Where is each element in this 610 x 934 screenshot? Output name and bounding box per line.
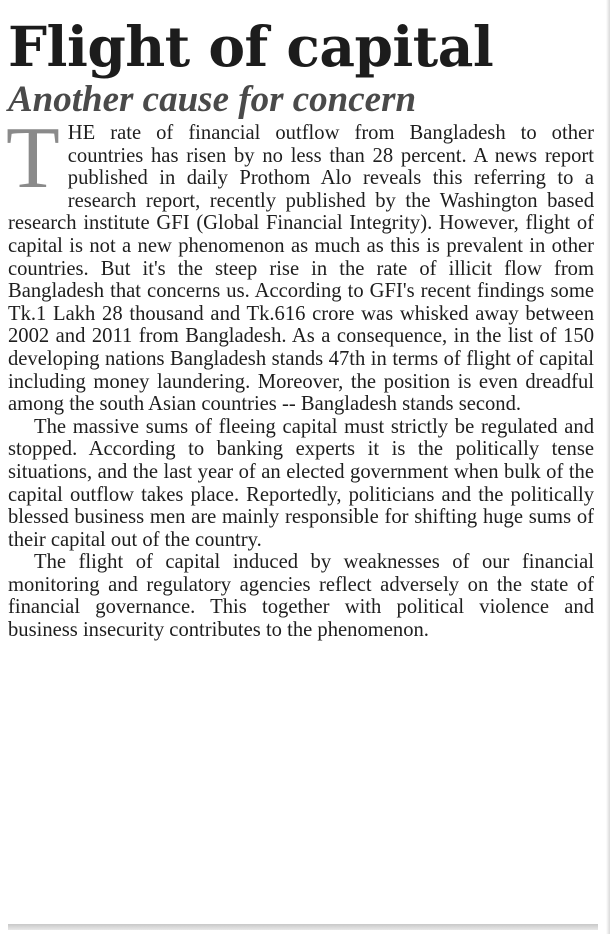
page-edge-shadow — [606, 0, 610, 934]
headline: Flight of capital — [8, 14, 494, 79]
article-body — [6, 110, 594, 642]
subheadline: Another cause for concern — [8, 79, 417, 120]
bottom-rule — [8, 924, 598, 930]
paragraph-3: The flight of capital induced by weaknesses of our financial monitoring and regulatory agencies reflect adversely on the state of financial governance. This together with political violence and business insecurity contributes to the phenomenon. — [8, 551, 594, 642]
paragraph-1 — [6, 110, 594, 416]
article — [8, 14, 594, 642]
paragraph-2: The massive sums of fleeing capital must strictly be regulated and stopped. According to banking experts it is the politically tense situations, and the last year of an elected government when bulk of the capital outflow takes place. Reportedly, politicians and the politically blessed business men are mainly responsible for shifting huge sums of their capital out of the country. — [8, 415, 594, 551]
paragraph-1-text: HE rate of financial outflow from Bangladesh to other countries has risen by no less than 28 percent. A news report published in daily Prothom Alo reveals this referring to a research report, recently published by the Washington based research institute GFI (Global Financial Integrity). However, flight of capital is not a new phenomenon as much as this is prevalent in other countries. But it's the steep rise in the rate of illicit flow from Bangladesh that concerns us. According to GFI's recent findings some Tk.1 Lakh 28 thousand and Tk.616 crore was whisked away between 2002 and 2011 from Bangladesh. As a consequence, in the list of 150 developing nations Bangladesh stands 47th in terms of flight of capital including money laundering. Moreover, the position is even dreadful among the south Asian countries -- Bangladesh stands second. — [8, 122, 594, 416]
drop-cap: T — [6, 110, 60, 207]
